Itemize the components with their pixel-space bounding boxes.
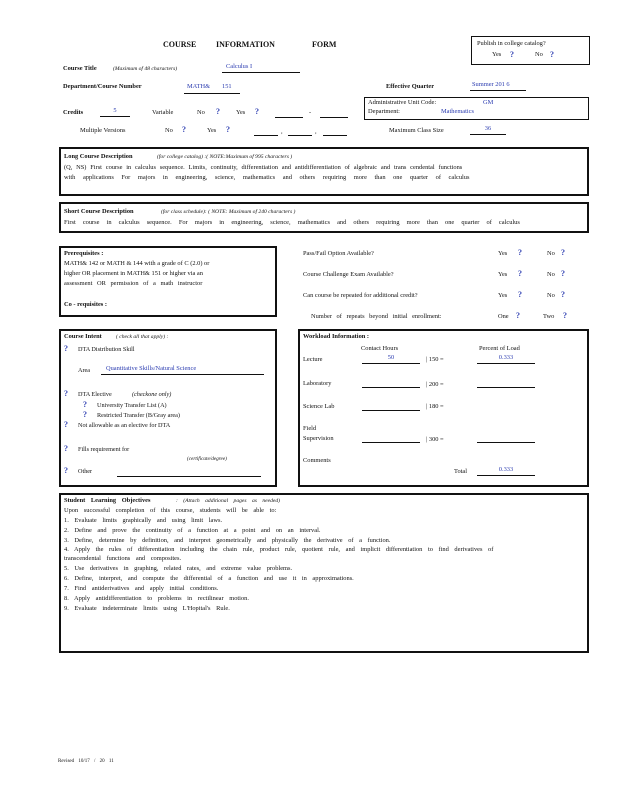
certificate-degree-note: (certificate/degree) bbox=[187, 456, 227, 462]
course-intent-box bbox=[59, 329, 277, 487]
credits-field[interactable]: 5 bbox=[100, 107, 130, 117]
total-label: Total bbox=[454, 468, 468, 475]
prerequisites-box bbox=[59, 246, 277, 317]
laboratory-percent-field[interactable] bbox=[477, 387, 535, 388]
repeat-yes-label: Yes bbox=[498, 292, 508, 299]
dta-elective-note: (checkone only) bbox=[132, 391, 172, 398]
university-transfer-label: University Transfer List (A) bbox=[97, 402, 167, 409]
multiple-yes-label: Yes bbox=[207, 127, 217, 134]
learning-objectives-note: : (Attach additional pages as needed) bbox=[176, 498, 281, 504]
variable-no-label: No bbox=[197, 109, 205, 116]
restricted-transfer-label: Restricted Transfer (B/Gray area) bbox=[97, 412, 180, 419]
other-checkbox[interactable]: ? bbox=[64, 466, 68, 475]
admin-box bbox=[364, 97, 589, 120]
comments-label: Comments bbox=[303, 457, 331, 464]
challenge-no-label: No bbox=[547, 271, 555, 278]
version-field-3[interactable] bbox=[323, 135, 347, 136]
effective-quarter-label: Effective Quarter bbox=[386, 83, 435, 90]
passfail-label: Pass/Fail Option Available? bbox=[303, 250, 374, 257]
fills-requirement-label: Fills requirement for bbox=[78, 446, 130, 453]
challenge-yes-checkbox[interactable]: ? bbox=[518, 269, 522, 278]
learning-objectives-label: Student Learning Objectives bbox=[64, 497, 151, 504]
objective-item[interactable]: 7. Find antiderivatives and apply initial conditions. bbox=[64, 585, 219, 592]
course-title-label: Course Title bbox=[63, 65, 97, 72]
laboratory-divisor: | 200 = bbox=[426, 381, 444, 388]
corequisites-label: Co - requisites : bbox=[64, 301, 108, 308]
version-sep-1: , bbox=[281, 128, 283, 135]
passfail-yes-label: Yes bbox=[498, 250, 508, 257]
objective-item[interactable]: 9. Evaluate indeterminate limits using L'Hopital's Rule. bbox=[64, 605, 230, 612]
supervision-label: Supervision bbox=[303, 435, 334, 442]
credits-min-field[interactable] bbox=[275, 117, 303, 118]
other-field[interactable] bbox=[117, 476, 261, 477]
science-lab-hours-field[interactable] bbox=[362, 410, 420, 411]
multiple-yes-checkbox[interactable]: ? bbox=[226, 125, 230, 134]
variable-yes-checkbox[interactable]: ? bbox=[255, 107, 259, 116]
challenge-no-checkbox[interactable]: ? bbox=[561, 269, 565, 278]
percent-of-load-header: Percent of Load bbox=[479, 345, 520, 352]
contact-hours-header: Contact Hours bbox=[361, 345, 399, 352]
form-title-word-1: COURSE bbox=[163, 40, 197, 49]
repeats-label: Number of repeats beyond initial enrollment: bbox=[311, 313, 442, 320]
version-field-2[interactable] bbox=[288, 135, 312, 136]
repeat-yes-checkbox[interactable]: ? bbox=[518, 290, 522, 299]
multiple-no-checkbox[interactable]: ? bbox=[182, 125, 186, 134]
passfail-no-label: No bbox=[547, 250, 555, 257]
objective-item[interactable]: 1. Evaluate limits graphically and using limit laws. bbox=[64, 517, 223, 524]
objective-item[interactable]: 4. Apply the rules of differentiation including the chain rule, product rule, quotient rule, and implicit differentiation to find derivatives of bbox=[64, 546, 494, 553]
lecture-label: Lecture bbox=[303, 356, 323, 363]
effective-quarter-field[interactable]: Summer 201 6 bbox=[470, 81, 526, 91]
learning-objectives-box bbox=[59, 493, 589, 653]
prerequisites-line-3[interactable]: assessment OR permission of a math instructor bbox=[64, 280, 203, 287]
university-transfer-checkbox[interactable]: ? bbox=[83, 400, 87, 409]
repeats-two-label: Two bbox=[543, 313, 555, 320]
objective-item[interactable]: 3. Define, determine by definition, and interpret geometrically and physically the derivative of a function. bbox=[64, 537, 391, 544]
long-description-line-2[interactable]: with applications For majors in engineering, science, mathematics and others requiring more than one quarter of calculus bbox=[64, 174, 470, 181]
course-intent-label: Course Intent bbox=[64, 333, 102, 340]
objectives-intro: Upon successful completion of this course, students will be able to: bbox=[64, 507, 277, 514]
form-title-word-3: FORM bbox=[312, 40, 337, 49]
admin-unit-code[interactable]: GM bbox=[483, 99, 494, 106]
admin-unit-label: Administrative Unit Code: bbox=[368, 99, 437, 106]
long-description-note: (for college catalog) :( NOTE:Maximum of 995 characters ) bbox=[157, 154, 293, 160]
objective-item[interactable]: 6. Define, interpret, and compute the differential of a function and use it in approximations. bbox=[64, 575, 354, 582]
science-lab-label: Science Lab bbox=[303, 403, 335, 410]
supervision-hours-field[interactable] bbox=[362, 442, 420, 443]
prerequisites-label: Prerequisites : bbox=[64, 250, 104, 257]
dept-underline bbox=[184, 93, 240, 94]
repeats-one-label: One bbox=[498, 313, 509, 320]
dta-distribution-checkbox[interactable]: ? bbox=[64, 344, 68, 353]
version-sep-2: , bbox=[315, 128, 317, 135]
version-field-1[interactable] bbox=[254, 135, 278, 136]
credits-dash: - bbox=[309, 109, 312, 116]
supervision-percent-field[interactable] bbox=[477, 442, 535, 443]
lecture-percent-field[interactable]: 0.333 bbox=[477, 354, 535, 364]
objective-item[interactable]: 5. Use derivatives in graphing, related rates, and extreme value problems. bbox=[64, 565, 293, 572]
short-description-note: (for class schedule): ( NOTE: Maximum of 240 characters ) bbox=[161, 209, 296, 215]
publish-label: Publish in college catalog? bbox=[477, 40, 546, 47]
short-description-label: Short Course Description bbox=[64, 208, 134, 215]
dta-elective-label: DTA Elective bbox=[78, 391, 112, 398]
challenge-label: Course Challenge Exam Available? bbox=[303, 271, 394, 278]
prerequisites-line-2[interactable]: higher OR placement in MATH& 151 or higher via an bbox=[64, 270, 203, 277]
lecture-divisor: | 150 = bbox=[426, 356, 444, 363]
repeat-no-checkbox[interactable]: ? bbox=[561, 290, 565, 299]
repeats-one-checkbox[interactable]: ? bbox=[516, 311, 520, 320]
variable-yes-label: Yes bbox=[236, 109, 246, 116]
course-intent-note: ( check all that apply) : bbox=[116, 334, 169, 340]
repeat-no-label: No bbox=[547, 292, 555, 299]
area-field[interactable]: Quantitative Skills/Natural Science bbox=[101, 365, 264, 375]
form-title-word-2: INFORMATION bbox=[216, 40, 275, 49]
objective-item[interactable]: 2. Define and prove the continuity of a function at a point and on an interval. bbox=[64, 527, 321, 534]
multiple-versions-label: Multiple Versions bbox=[80, 127, 126, 134]
workload-label: Workload Information : bbox=[303, 333, 370, 340]
short-description-box bbox=[59, 202, 589, 233]
publish-yes-label: Yes bbox=[492, 51, 502, 58]
course-title-field[interactable]: Calculus I bbox=[222, 63, 300, 73]
variable-no-checkbox[interactable]: ? bbox=[216, 107, 220, 116]
not-allowable-checkbox[interactable]: ? bbox=[64, 420, 68, 429]
publish-box bbox=[471, 36, 590, 65]
revised-footer: Revised 10/17 / 20 11 bbox=[58, 759, 114, 764]
science-lab-divisor: | 180 = bbox=[426, 403, 444, 410]
course-title-note: (Maximum of 48 characters) bbox=[113, 66, 178, 72]
workload-box bbox=[298, 329, 589, 487]
dta-distribution-label: DTA Distribution Skill bbox=[78, 346, 135, 353]
publish-yes-checkbox[interactable]: ? bbox=[510, 50, 514, 59]
admin-dept-label: Department: bbox=[368, 108, 400, 115]
multiple-no-label: No bbox=[165, 127, 173, 134]
publish-no-label: No bbox=[535, 51, 543, 58]
publish-no-checkbox[interactable]: ? bbox=[550, 50, 554, 59]
total-field[interactable]: 0.333 bbox=[477, 466, 535, 476]
supervision-divisor: | 300 = bbox=[426, 436, 444, 443]
objective-item[interactable]: 8. Apply antidifferentiation to problems in rectilinear motion. bbox=[64, 595, 249, 602]
lecture-hours-field[interactable]: 50 bbox=[362, 354, 420, 364]
long-description-box bbox=[59, 147, 589, 196]
dta-elective-checkbox[interactable]: ? bbox=[64, 389, 68, 398]
long-description-line-1[interactable]: (Q, NS) First course in calculus sequence. Limits, continuity, differentiation and antidifferentiation of algebraic and trans cendental functions bbox=[64, 164, 463, 171]
long-description-label: Long Course Description bbox=[64, 153, 133, 160]
max-class-size-field[interactable]: 36 bbox=[470, 125, 506, 135]
passfail-no-checkbox[interactable]: ? bbox=[561, 248, 565, 257]
other-label: Other bbox=[78, 468, 93, 475]
max-class-size-label: Maximum Class Size bbox=[389, 127, 444, 134]
prerequisites-line-1[interactable]: MATH& 142 or MATH & 144 with a grade of C (2.0) or bbox=[64, 260, 210, 267]
course-number[interactable]: 151 bbox=[222, 83, 232, 90]
not-allowable-label: Not allowable as an elective for DTA bbox=[78, 422, 171, 429]
laboratory-label: Laboratory bbox=[303, 380, 332, 387]
fills-requirement-checkbox[interactable]: ? bbox=[64, 444, 68, 453]
department-code[interactable]: MATH& bbox=[187, 83, 211, 90]
credits-max-field[interactable] bbox=[320, 117, 348, 118]
repeats-two-checkbox[interactable]: ? bbox=[563, 311, 567, 320]
challenge-yes-label: Yes bbox=[498, 271, 508, 278]
field-label: Field bbox=[303, 425, 317, 432]
objective-item[interactable]: transcendental functions and composites. bbox=[64, 555, 182, 562]
laboratory-hours-field[interactable] bbox=[362, 387, 420, 388]
passfail-yes-checkbox[interactable]: ? bbox=[518, 248, 522, 257]
restricted-transfer-checkbox[interactable]: ? bbox=[83, 410, 87, 419]
department-course-label: Department/Course Number bbox=[63, 83, 142, 90]
variable-label: Variable bbox=[152, 109, 174, 116]
short-description-line-1[interactable]: First course in calculus sequence. For majors in engineering, science, mathematics and others requiring more than one quarter of calculus bbox=[64, 219, 520, 226]
repeat-label: Can course be repeated for additional credit? bbox=[303, 292, 418, 299]
admin-dept-value[interactable]: Mathematics bbox=[441, 108, 475, 115]
credits-label: Credits bbox=[63, 109, 84, 116]
area-label: Area bbox=[78, 367, 91, 374]
